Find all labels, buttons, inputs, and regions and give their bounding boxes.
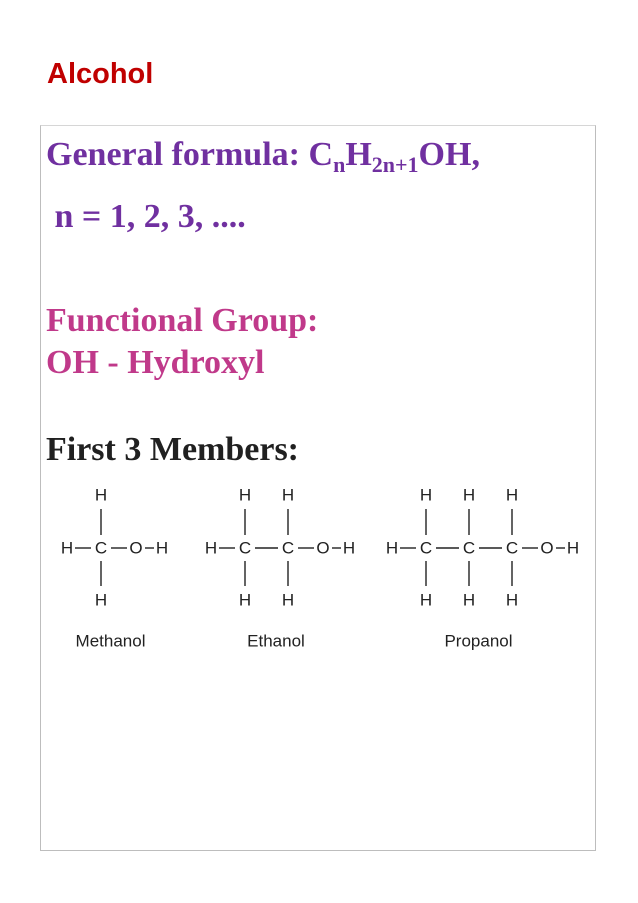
propanol-hydrogen-atom: H: [462, 590, 476, 610]
propanol-hydrogen-atom: H: [505, 590, 519, 610]
ethanol-oxygen-atom: O: [316, 538, 330, 558]
propanol-carbon-atom: C: [419, 538, 433, 558]
methanol-carbon-atom: C: [94, 538, 108, 558]
methanol-hydrogen-atom: H: [94, 485, 108, 505]
ethanol-hydrogen-atom: H: [342, 538, 356, 558]
ethanol-hydrogen-atom: H: [238, 485, 252, 505]
formula-tail: OH,: [418, 136, 480, 173]
structural-formulas-svg: [41, 476, 597, 666]
methanol-hydrogen-atom: H: [155, 538, 169, 558]
ethanol-carbon-atom: C: [238, 538, 252, 558]
formula-hydrogen-subscript: 2n+1: [371, 152, 419, 177]
formula-carbon: C: [308, 136, 334, 173]
general-formula-label: General formula:: [46, 136, 309, 173]
ethanol-hydrogen-atom: H: [238, 590, 252, 610]
page-title: Alcohol: [47, 58, 154, 90]
methanol-hydrogen-atom: H: [94, 590, 108, 610]
propanol-hydrogen-atom: H: [505, 485, 519, 505]
formula-hydrogen: H: [345, 136, 372, 173]
propanol-carbon-atom: C: [505, 538, 519, 558]
structural-formulas: [41, 476, 597, 666]
members-heading: First 3 Members:: [46, 431, 300, 468]
propanol-hydrogen-atom: H: [385, 538, 399, 558]
propanol-oxygen-atom: O: [540, 538, 554, 558]
propanol-carbon-atom: C: [462, 538, 476, 558]
n-values: n = 1, 2, 3, ....: [46, 198, 246, 235]
propanol-hydrogen-atom: H: [566, 538, 580, 558]
methanol-oxygen-atom: O: [129, 538, 143, 558]
functional-group-label: Functional Group:: [46, 302, 319, 339]
propanol-hydrogen-atom: H: [419, 590, 433, 610]
ethanol-hydrogen-atom: H: [204, 538, 218, 558]
ethanol-carbon-atom: C: [281, 538, 295, 558]
ethanol-label: Ethanol: [247, 631, 305, 651]
methanol-hydrogen-atom: H: [60, 538, 74, 558]
functional-group-value: OH - Hydroxyl: [46, 344, 265, 381]
ethanol-hydrogen-atom: H: [281, 485, 295, 505]
methanol-label: Methanol: [75, 631, 146, 651]
formula-carbon-subscript: n: [333, 152, 346, 177]
propanol-hydrogen-atom: H: [462, 485, 476, 505]
general-formula: [46, 134, 480, 176]
ethanol-hydrogen-atom: H: [281, 590, 295, 610]
propanol-hydrogen-atom: H: [419, 485, 433, 505]
propanol-label: Propanol: [444, 631, 513, 651]
content-box: [40, 125, 596, 851]
